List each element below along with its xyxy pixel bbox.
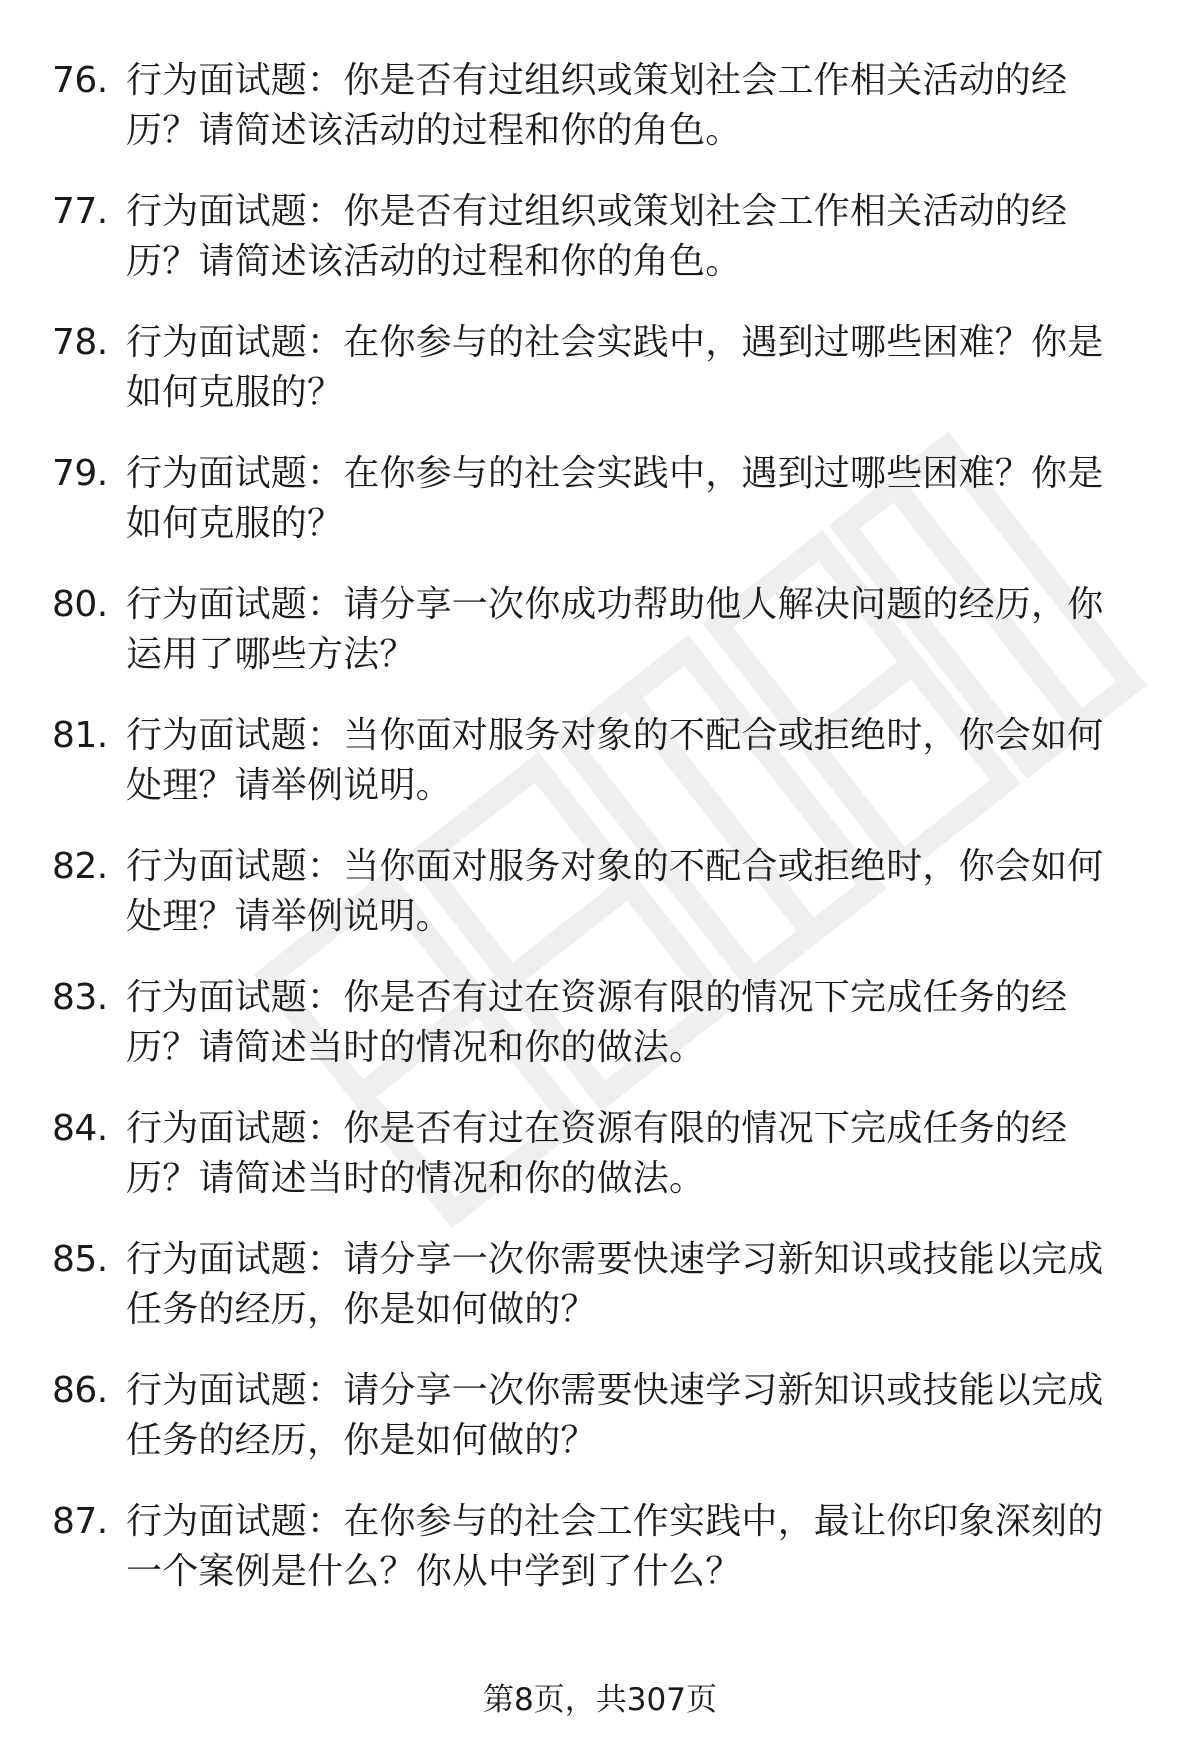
list-item	[52, 1104, 1152, 1235]
list-item	[52, 580, 1152, 711]
question-text: 行为面试题：请分享一次你成功帮助他人解决问题的经历，你运用了哪些方法？	[126, 584, 1104, 675]
question-number: 82.	[52, 846, 108, 887]
question-text: 行为面试题：你是否有过组织或策划社会工作相关活动的经历？请简述该活动的过程和你的角色。	[126, 60, 1068, 151]
list-item	[52, 318, 1152, 449]
question-number: 79.	[52, 453, 108, 494]
question-text: 行为面试题：当你面对服务对象的不配合或拒绝时，你会如何处理？请举例说明。	[126, 715, 1104, 806]
question-text: 行为面试题：在你参与的社会工作实践中，最让你印象深刻的一个案例是什么？你从中学到了什么？	[126, 1501, 1104, 1592]
question-number: 86.	[52, 1370, 108, 1411]
list-item	[52, 56, 1152, 187]
list-item	[52, 973, 1152, 1104]
page-indicator: 第8页，共307页	[483, 1682, 717, 1718]
question-number: 80.	[52, 584, 108, 625]
list-item	[52, 187, 1152, 318]
question-number: 77.	[52, 191, 108, 232]
list-item	[52, 1235, 1152, 1366]
question-number: 81.	[52, 715, 108, 756]
question-text: 行为面试题：在你参与的社会实践中，遇到过哪些困难？你是如何克服的？	[126, 322, 1104, 413]
question-number: 76.	[52, 60, 108, 101]
question-number: 85.	[52, 1239, 108, 1280]
question-list	[52, 56, 1152, 1628]
list-item	[52, 449, 1152, 580]
question-text: 行为面试题：请分享一次你需要快速学习新知识或技能以完成任务的经历，你是如何做的？	[126, 1370, 1104, 1461]
question-number: 83.	[52, 977, 108, 1018]
question-text: 行为面试题：当你面对服务对象的不配合或拒绝时，你会如何处理？请举例说明。	[126, 846, 1104, 937]
question-text: 行为面试题：请分享一次你需要快速学习新知识或技能以完成任务的经历，你是如何做的？	[126, 1239, 1104, 1330]
question-number: 87.	[52, 1501, 108, 1542]
question-text: 行为面试题：在你参与的社会实践中，遇到过哪些困难？你是如何克服的？	[126, 453, 1104, 544]
question-text: 行为面试题：你是否有过组织或策划社会工作相关活动的经历？请简述该活动的过程和你的角色。	[126, 191, 1068, 282]
list-item	[52, 1366, 1152, 1497]
list-item	[52, 711, 1152, 842]
question-text: 行为面试题：你是否有过在资源有限的情况下完成任务的经历？请简述当时的情况和你的做法。	[126, 977, 1068, 1068]
question-number: 78.	[52, 322, 108, 363]
list-item	[52, 1497, 1152, 1628]
question-text: 行为面试题：你是否有过在资源有限的情况下完成任务的经历？请简述当时的情况和你的做法。	[126, 1108, 1068, 1199]
question-number: 84.	[52, 1108, 108, 1149]
list-item	[52, 842, 1152, 973]
